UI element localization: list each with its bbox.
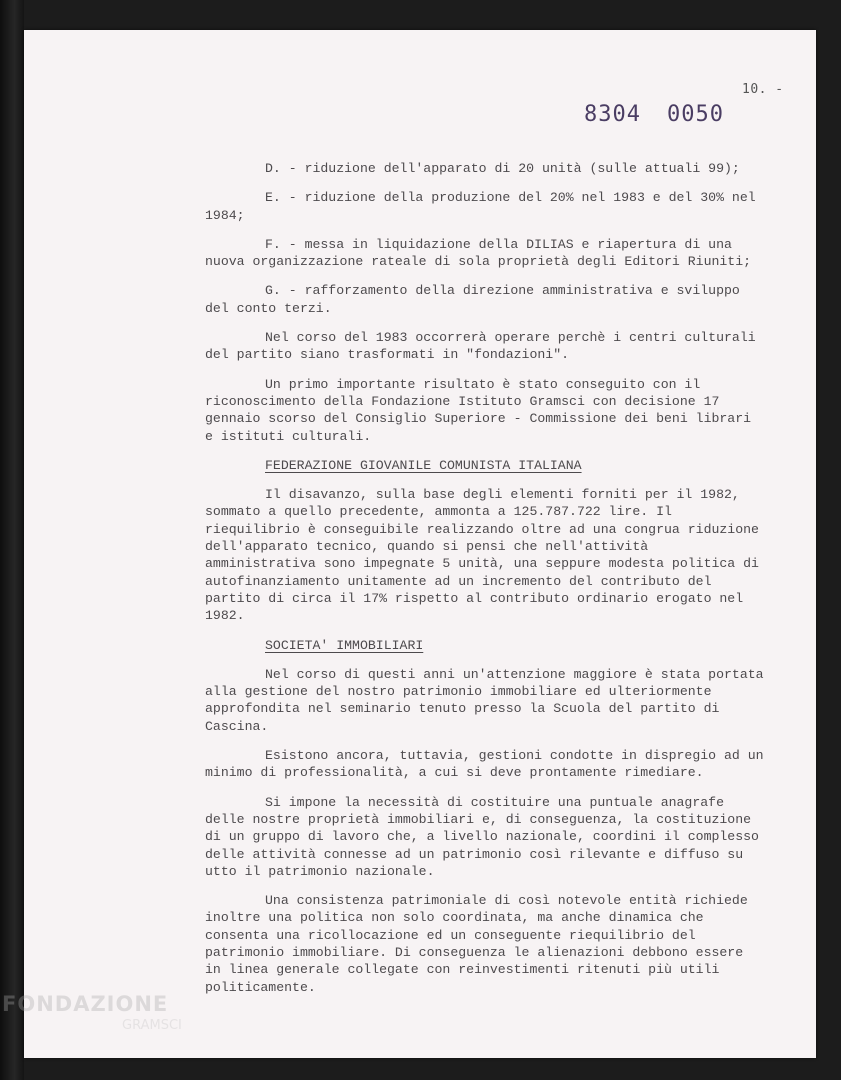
- paragraph-immobiliari-2: Esistono ancora, tuttavia, gestioni condotte in dispregio ad un minimo di professionalità, a cui si deve prontamente rimediare.: [205, 748, 764, 781]
- archive-stamp-code: [584, 102, 724, 127]
- watermark-logo-sub: GRAMSCI: [122, 1018, 182, 1033]
- item-f: F. - messa in liquidazione della DILIAS e riapertura di una nuova organizzazione rateale di sola proprietà degli Editori Riuniti;: [205, 236, 752, 270]
- paragraph-gramsci: Un primo importante risultato è stato conseguito con il riconoscimento della Fondazione Istituto Gramsci con decisione 17 gennaio scorso del Consiglio Superiore - Commissione dei beni librari e istituti culturali.: [205, 376, 752, 444]
- archive-code-part: 0050: [666, 102, 724, 127]
- archive-code-part: 8304: [584, 102, 641, 127]
- section-heading-immobiliari: SOCIETA' IMMOBILIARI: [265, 637, 424, 653]
- paragraph-immobiliari-3: Si impone la necessità di costituire una puntuale anagrafe delle nostre proprietà immobiliari e, di conseguenza, la costituzione di un gruppo di lavoro che, a livello nazionale, coordini il complesso delle attività connesse ad un patrimonio così rilevante e diffuso su utto il patrimonio nazionale.: [205, 794, 759, 879]
- paragraph-immobiliari-4: Una consistenza patrimoniale di così notevole entità richiede inoltre una politica non solo coordinata, ma anche dinamica che consenta una ricollocazione ed un conseguente riequilibrio del patrimonio immobiliare. Di conseguenza le alienazioni debbono essere in linea generale collegate con reinvestimenti ritenuti più utili politicamente.: [205, 893, 748, 995]
- item-d: D. - riduzione dell'apparato di 20 unità (sulle attuali 99);: [265, 161, 740, 176]
- paragraph-fondazioni: Nel corso del 1983 occorrerà operare perchè i centri culturali del partito siano trasformati in "fondazioni".: [205, 330, 756, 363]
- paragraph-fgci-deficit: Il disavanzo, sulla base degli elementi forniti per il 1982, sommato a quello precedente, ammonta a 125.787.722 lire. Il riequilibrio è conseguibile realizzando oltre ad una congrua riduzione dell'apparato tecnico, quando si pensi che nell'attività amministrativa sono impegnate 5 unità, una seppure modesta politica di autofinanziamento unitamente ad un incremento del contributo del partito di circa il 17% rispetto al contributo ordinario erogato nel 1982.: [205, 487, 759, 624]
- item-e: E. - riduzione della produzione del 20% nel 1983 e del 30% nel 1984;: [205, 190, 756, 223]
- binder-edge: [0, 0, 24, 1080]
- paragraph-immobiliari-1: Nel corso di questi anni un'attenzione maggiore è stata portata alla gestione del nostro patrimonio immobiliare ed ulteriormente approfondita nel seminario tenuto presso la Scuola del partito di Cascina.: [205, 666, 764, 734]
- document-body: [205, 160, 765, 1008]
- section-heading-fgci: FEDERAZIONE GIOVANILE COMUNISTA ITALIANA: [265, 457, 582, 473]
- page-number: 10. -: [742, 82, 784, 97]
- watermark-logo: FONDAZIONE: [2, 992, 169, 1016]
- item-g: G. - rafforzamento della direzione amministrativa e sviluppo del conto terzi.: [205, 283, 740, 316]
